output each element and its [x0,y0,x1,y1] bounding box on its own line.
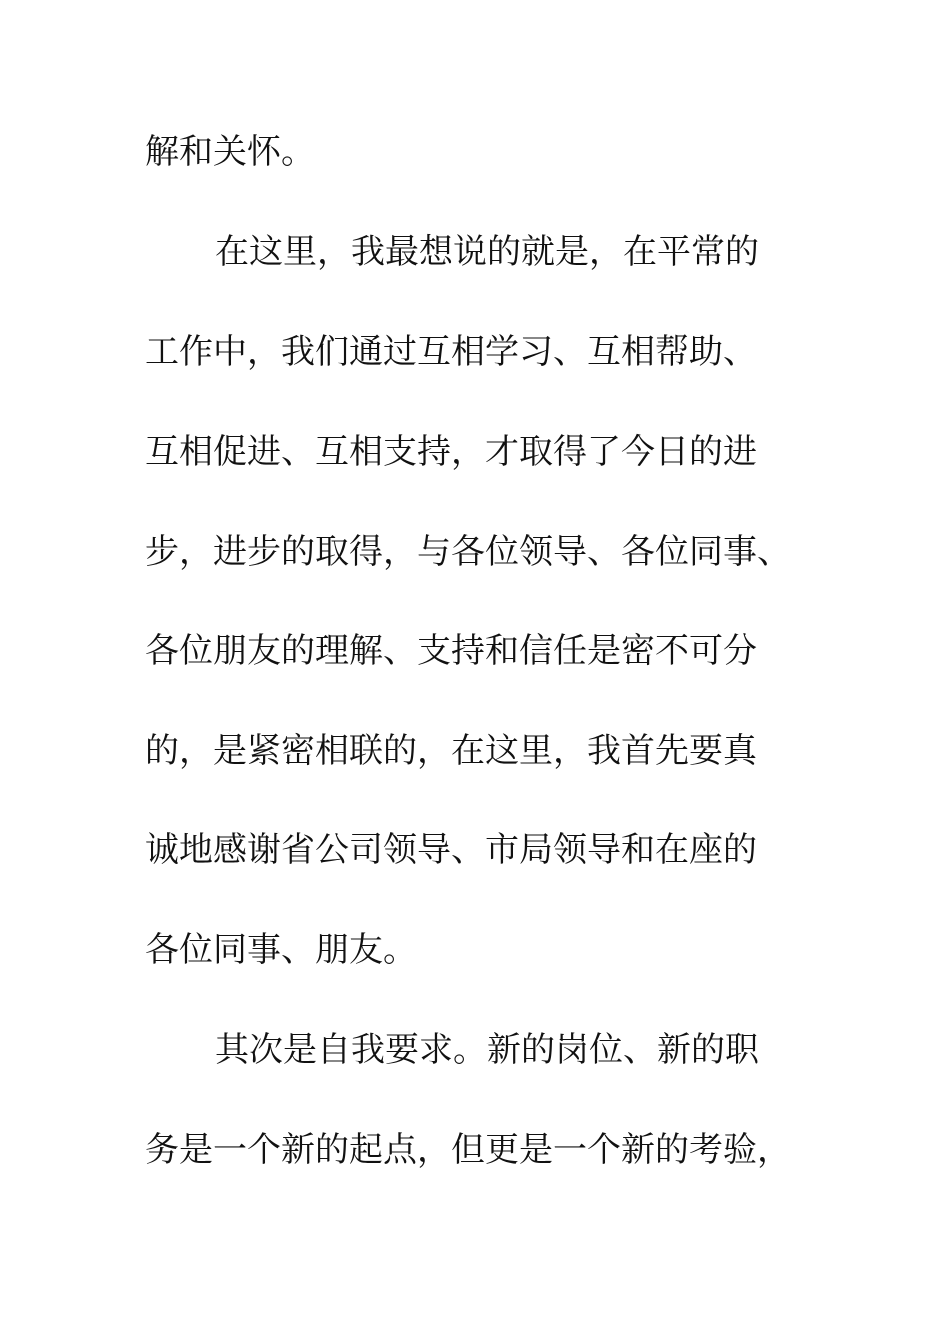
text-line: 互相促进、互相支持，才取得了今日的进 [145,432,757,472]
text-line: 步，进步的取得，与各位领导、各位同事、 [145,532,791,572]
paragraph-first-line: 其次是自我要求。新的岗位、新的职 [215,1030,759,1070]
text-line: 解和关怀。 [145,132,315,172]
paragraph-first-line: 在这里，我最想说的就是，在平常的 [215,232,759,272]
text-line: 工作中，我们通过互相学习、互相帮助、 [145,332,757,372]
text-line: 各位同事、朋友。 [145,930,417,970]
text-line: 诚地感谢省公司领导、市局领导和在座的 [145,830,757,870]
text-line: 各位朋友的理解、支持和信任是密不可分 [145,631,757,671]
text-line: 的，是紧密相联的，在这里，我首先要真 [145,731,757,771]
text-line: 务是一个新的起点，但更是一个新的考验， [145,1130,791,1170]
